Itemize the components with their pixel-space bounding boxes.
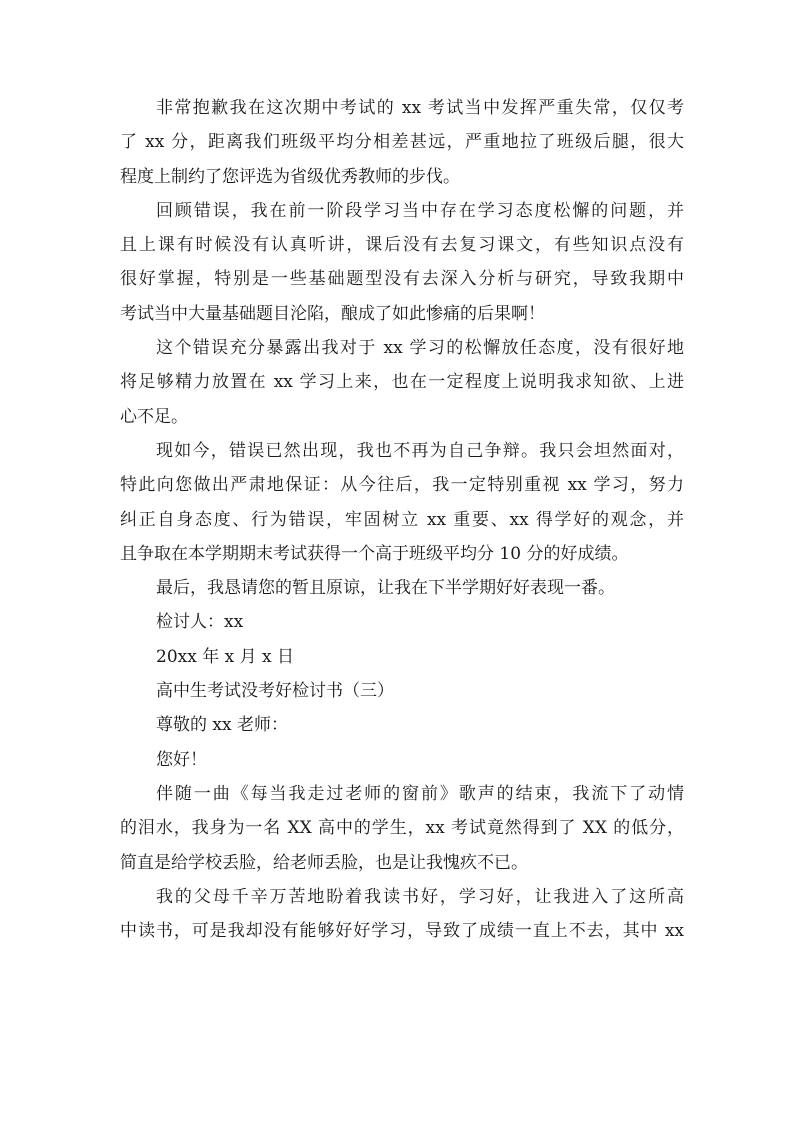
paragraph-line: 回顾错误，我在前一阶段学习当中存在学习态度松懈的问题，并	[156, 200, 684, 221]
paragraph-line: 且上课有时候没有认真听讲，课后没有去复习课文，有些知识点没有	[120, 235, 684, 256]
section-title: 高中生考试没考好检讨书（三）	[156, 681, 394, 702]
paragraph-line: 很好掌握，特别是一些基础题型没有去深入分析与研究，导致我期中	[120, 269, 684, 290]
greeting: 您好！	[156, 749, 207, 770]
paragraph-line: 的泪水，我身为一名 XX 高中的学生，xx 考试竟然得到了 XX 的低分，	[120, 818, 684, 839]
paragraph-line: 现如今，错误已然出现，我也不再为自己争辩。我只会坦然面对，	[156, 440, 684, 461]
paragraph-line: 程度上制约了您评选为省级优秀教师的步伐。	[120, 166, 460, 187]
paragraph-line: 纠正自身态度、行为错误，牢固树立 xx 重要、xx 得学好的观念，并	[120, 509, 684, 530]
paragraph-line: 了 xx 分，距离我们班级平均分相差甚远，严重地拉了班级后腿，很大	[120, 132, 684, 153]
paragraph-line: 心不足。	[120, 406, 188, 427]
paragraph-line: 且争取在本学期期末考试获得一个高于班级平均分 10 分的好成绩。	[120, 543, 629, 564]
paragraph-line: 非常抱歉我在这次期中考试的 xx 考试当中发挥严重失常，仅仅考	[156, 98, 684, 118]
paragraph-line: 简直是给学校丢脸，给老师丢脸，也是让我愧疚不已。	[120, 852, 528, 873]
paragraph-line: 我的父母千辛万苦地盼着我读书好，学习好，让我进入了这所高	[156, 886, 684, 907]
paragraph-line: 特此向您做出严肃地保证：从今往后，我一定特别重视 xx 学习，努力	[120, 475, 684, 496]
paragraph-line: 将足够精力放置在 xx 学习上来，也在一定程度上说明我求知欲、上进	[120, 372, 684, 393]
salutation: 尊敬的 xx 老师：	[156, 715, 288, 736]
paragraph-line: 最后，我恳请您的暂且原谅，让我在下半学期好好表现一番。	[156, 578, 615, 599]
paragraph-line: 中读书，可是我却没有能够好好学习，导致了成绩一直上不去，其中 xx	[120, 921, 684, 942]
paragraph-line: 伴随一曲《每当我走过老师的窗前》歌声的结束，我流下了动情	[156, 783, 684, 804]
date-line: 20xx 年 x 月 x 日	[156, 646, 295, 667]
paragraph-line: 这个错误充分暴露出我对于 xx 学习的松懈放任态度，没有很好地	[156, 338, 684, 359]
document-page	[120, 91, 684, 948]
signature-line: 检讨人：xx	[156, 612, 244, 633]
paragraph-line: 考试当中大量基础题目沦陷，酿成了如此惨痛的后果啊！	[120, 303, 545, 324]
